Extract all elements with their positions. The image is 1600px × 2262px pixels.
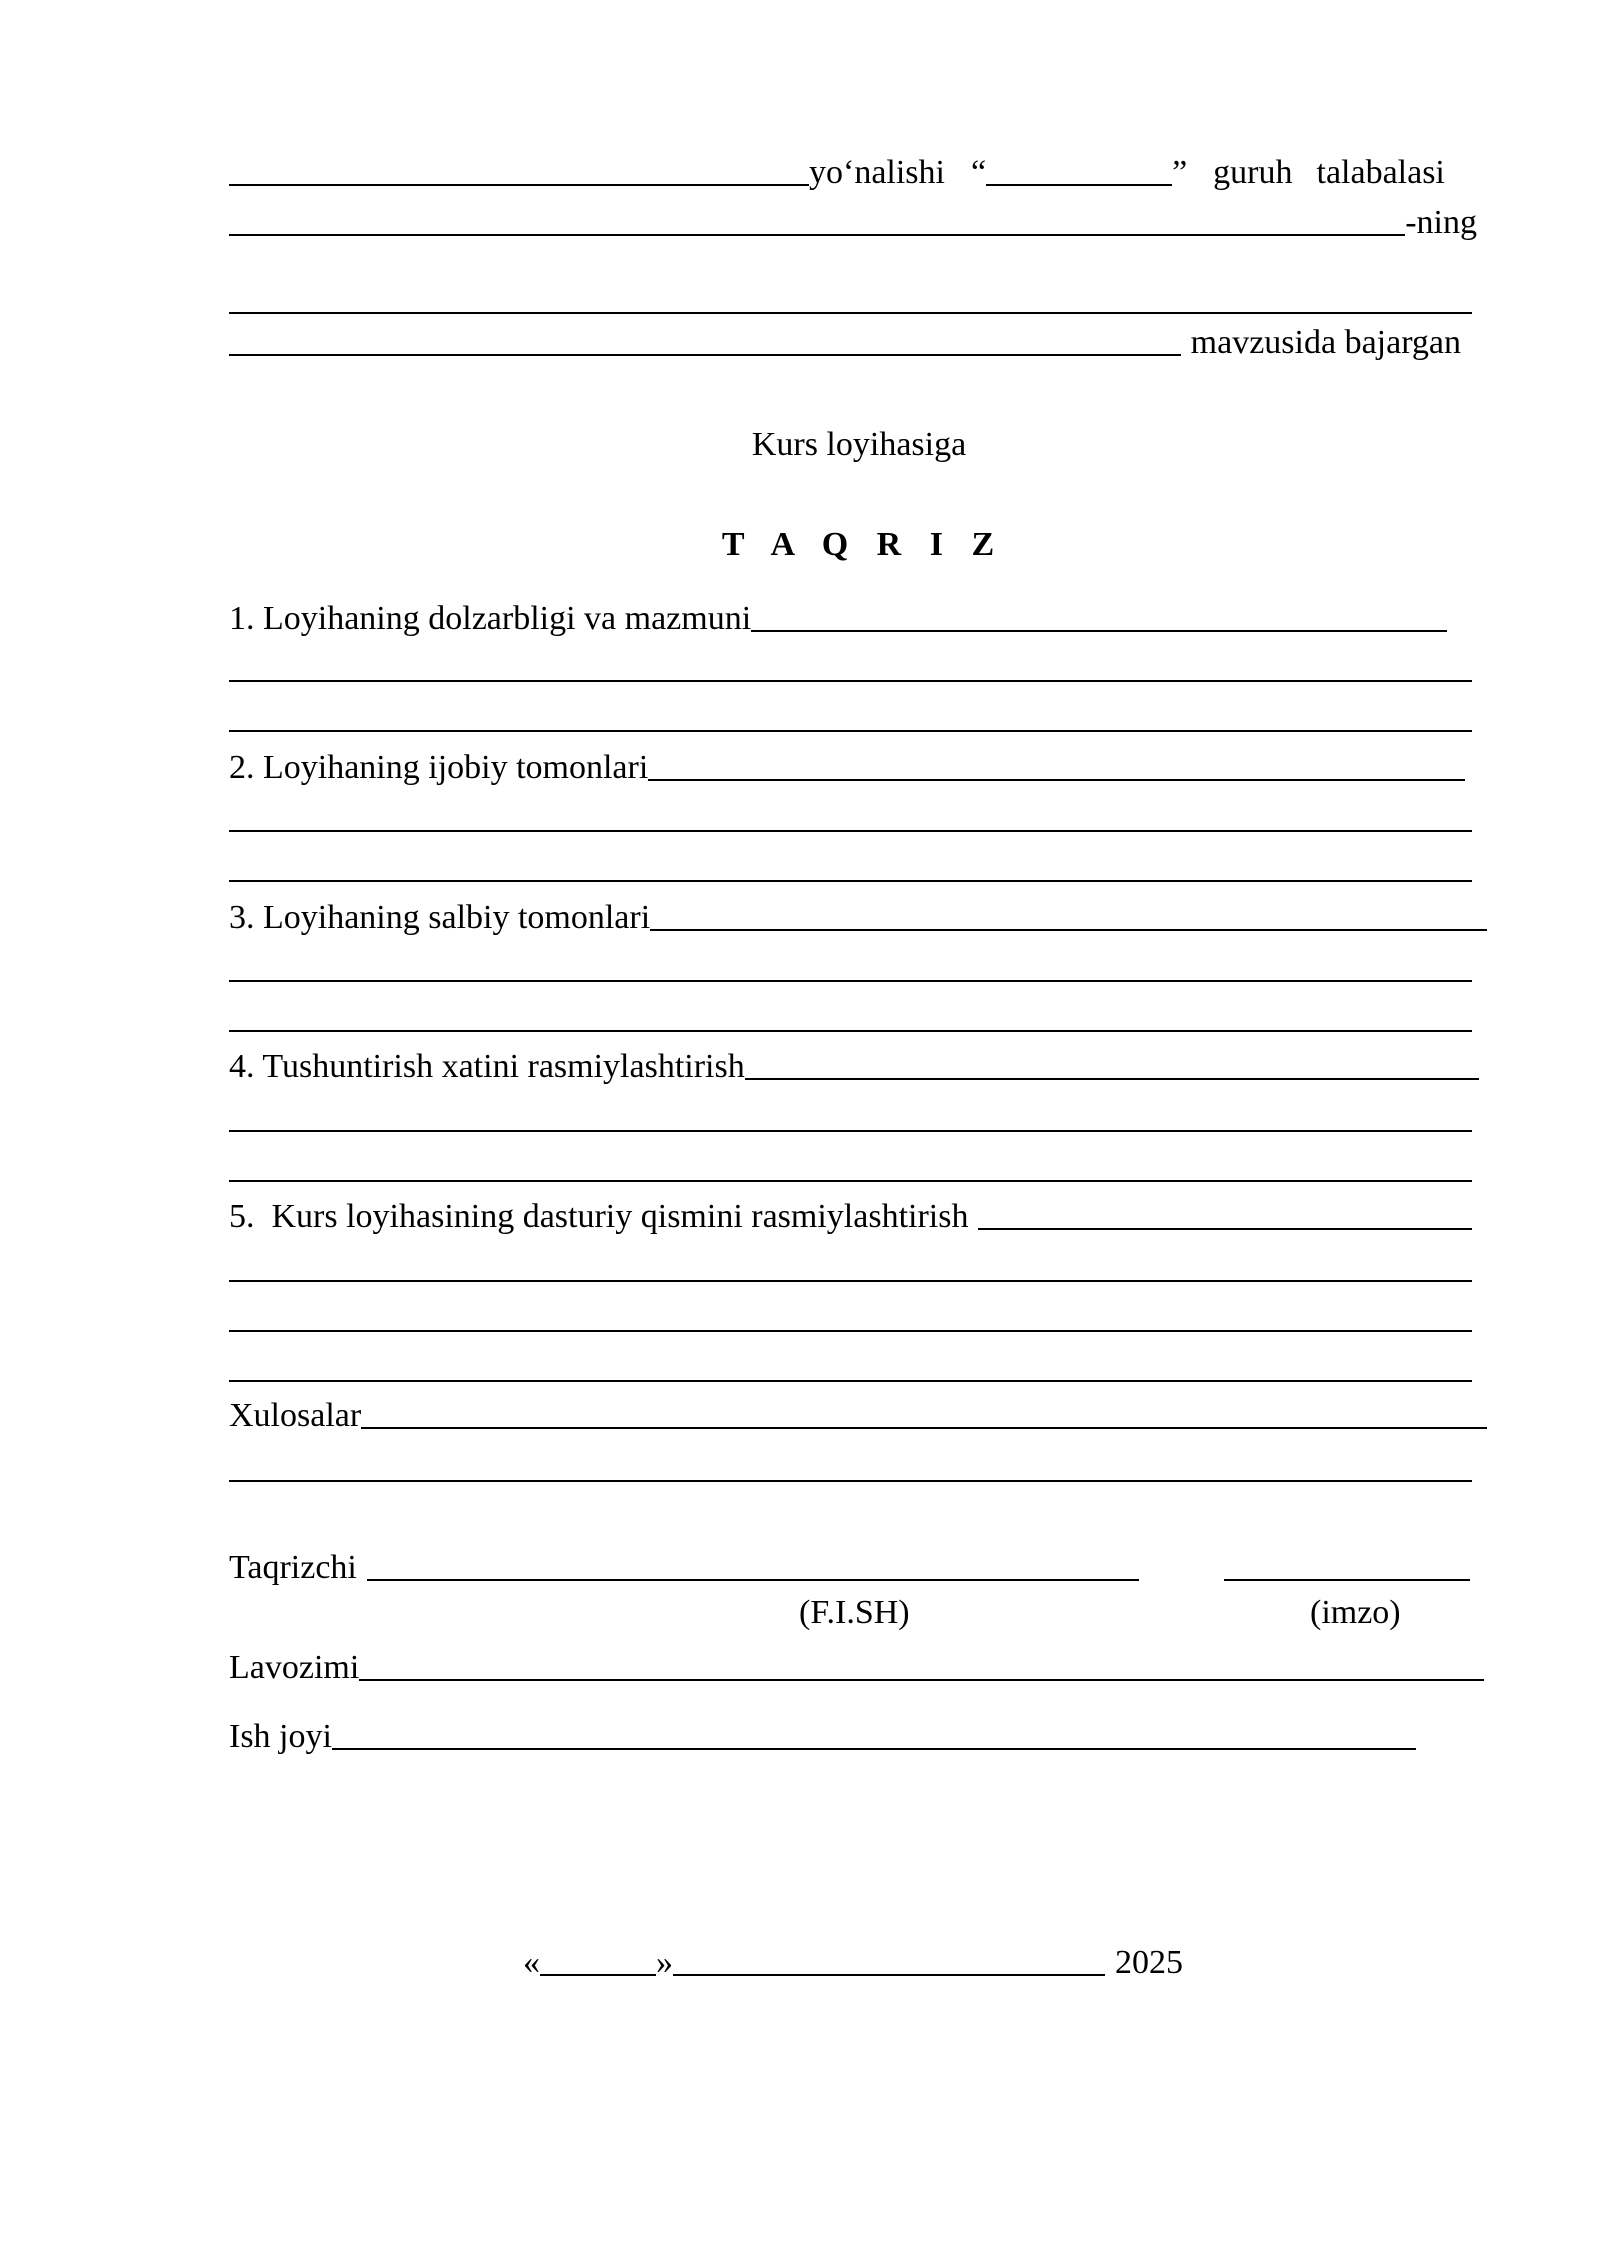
section-4-label: 4. Tushuntirish xatini rasmiylashtirish bbox=[229, 1048, 745, 1085]
section-4 bbox=[229, 1044, 1479, 1084]
topic-suffix: mavzusida bajargan bbox=[1190, 324, 1461, 361]
section-3-label: 3. Loyihaning salbiy tomonlari bbox=[229, 899, 651, 936]
date-open-quote: « bbox=[523, 1944, 540, 1981]
workplace-line bbox=[229, 1714, 1416, 1754]
imzo-caption: (imzo) bbox=[1310, 1594, 1401, 1631]
workplace-blank[interactable] bbox=[332, 1748, 1416, 1750]
header-line-1 bbox=[229, 150, 1487, 190]
workplace-label: Ish joyi bbox=[229, 1718, 332, 1755]
section-3 bbox=[229, 895, 1487, 935]
section-1-line-3[interactable] bbox=[229, 730, 1472, 732]
date-close-quote: » bbox=[656, 1944, 673, 1981]
reviewer-label: Taqrizchi bbox=[229, 1549, 357, 1586]
topic-blank-2[interactable] bbox=[229, 354, 1181, 356]
section-1 bbox=[229, 596, 1447, 636]
position-line bbox=[229, 1645, 1484, 1685]
group-label: guruh bbox=[1213, 154, 1293, 191]
section-3-blank[interactable] bbox=[650, 929, 1487, 931]
close-quote: ” bbox=[1172, 154, 1188, 191]
section-2-label: 2. Loyihaning ijobiy tomonlari bbox=[229, 749, 649, 786]
section-2 bbox=[229, 745, 1465, 785]
conclusion-line-2[interactable] bbox=[229, 1480, 1472, 1482]
group-blank[interactable] bbox=[986, 184, 1172, 186]
student-name-blank[interactable] bbox=[229, 234, 1405, 236]
students-label: talabalasi bbox=[1316, 154, 1445, 191]
day-blank[interactable] bbox=[540, 1974, 656, 1976]
section-2-blank[interactable] bbox=[648, 779, 1465, 781]
conclusion-blank[interactable] bbox=[361, 1427, 1487, 1429]
signature-blank[interactable] bbox=[1224, 1579, 1470, 1581]
section-5-line-3[interactable] bbox=[229, 1330, 1472, 1332]
conclusion bbox=[229, 1393, 1487, 1433]
section-5-line-2[interactable] bbox=[229, 1280, 1472, 1282]
direction-blank[interactable] bbox=[229, 184, 809, 186]
section-4-blank[interactable] bbox=[745, 1078, 1479, 1080]
section-5-label: 5. Kurs loyihasining dasturiy qismini rasmiylashtirish bbox=[229, 1198, 969, 1235]
section-5 bbox=[229, 1194, 1472, 1234]
section-2-line-2[interactable] bbox=[229, 830, 1472, 832]
reviewer-name-blank[interactable] bbox=[367, 1579, 1139, 1581]
reviewer-line bbox=[229, 1545, 1487, 1585]
section-1-blank[interactable] bbox=[751, 630, 1447, 632]
conclusion-label: Xulosalar bbox=[229, 1397, 362, 1434]
date-line bbox=[523, 1940, 1183, 1980]
section-4-line-2[interactable] bbox=[229, 1130, 1472, 1132]
section-1-label: 1. Loyihaning dolzarbligi va mazmuni bbox=[229, 600, 752, 637]
section-3-line-3[interactable] bbox=[229, 1030, 1472, 1032]
section-4-line-3[interactable] bbox=[229, 1180, 1472, 1182]
section-3-line-2[interactable] bbox=[229, 980, 1472, 982]
direction-label: yo‘nalishi bbox=[809, 154, 945, 191]
section-5-line-4[interactable] bbox=[229, 1380, 1472, 1382]
subtitle: Kurs loyihasiga bbox=[751, 426, 967, 463]
section-5-blank[interactable] bbox=[978, 1228, 1472, 1230]
page-title: T A Q R I Z bbox=[721, 526, 1005, 563]
year: 2025 bbox=[1115, 1944, 1183, 1981]
header-line-4 bbox=[229, 320, 1461, 360]
topic-blank-1[interactable] bbox=[229, 312, 1472, 314]
ning-suffix: -ning bbox=[1405, 204, 1477, 241]
header-line-2 bbox=[229, 200, 1477, 240]
fish-caption: (F.I.SH) bbox=[799, 1594, 910, 1631]
month-blank[interactable] bbox=[673, 1974, 1105, 1976]
section-2-line-3[interactable] bbox=[229, 880, 1472, 882]
section-1-line-2[interactable] bbox=[229, 680, 1472, 682]
open-quote: “ bbox=[970, 154, 987, 191]
position-blank[interactable] bbox=[359, 1679, 1484, 1681]
position-label: Lavozimi bbox=[229, 1649, 360, 1686]
